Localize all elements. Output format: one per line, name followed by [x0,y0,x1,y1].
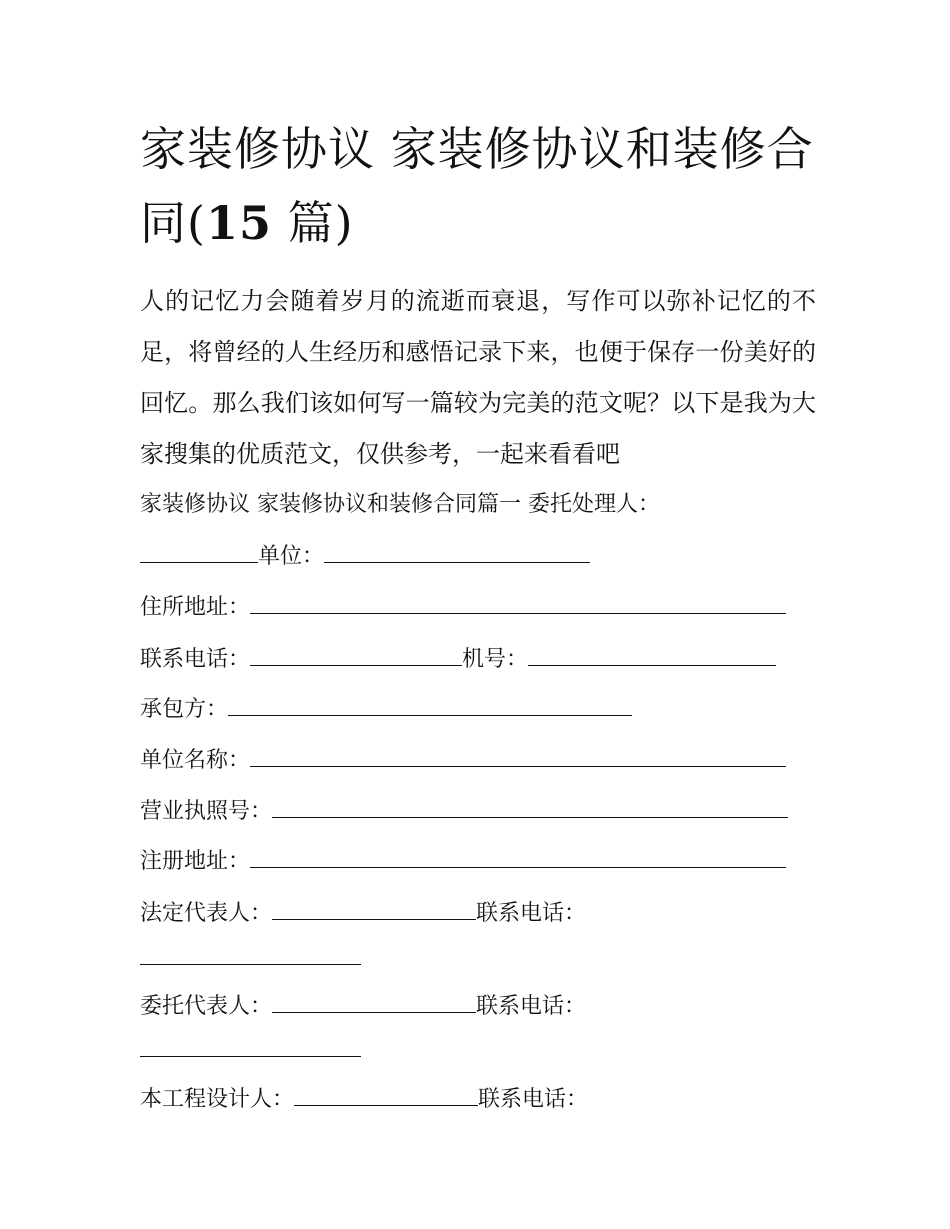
agent-rep-label: 委托代表人： [140,994,273,1019]
legal-rep-blank[interactable] [272,897,476,920]
designer-phone-label: 联系电话： [478,1087,589,1112]
agent-name-blank[interactable] [140,540,258,563]
agent-phone-blank-line [140,1034,361,1066]
phone-blank[interactable] [250,643,462,666]
designer-blank[interactable] [294,1083,478,1106]
legal-rep-line [140,897,586,929]
section-heading: 家装修协议 家装修协议和装修合同篇一 委托处理人： [140,492,660,517]
phone-label: 联系电话： [140,647,251,672]
reg-address-line [140,845,786,877]
designer-label: 本工程设计人： [140,1087,295,1112]
intro-paragraph: 人的记忆力会随着岁月的流逝而衰退，写作可以弥补记忆的不足，将曾经的人生经历和感悟记录下来，也便于保存一份美好的回忆。那么我们该如何写一篇较为完美的范文呢？以下是我为大家搜集的优质范文，仅供参考，一起来看看吧 [140,287,816,468]
legal-phone-blank[interactable] [140,942,361,965]
unit-name-label: 单位名称： [140,748,251,773]
agent-phone-label: 联系电话： [476,994,587,1019]
reg-address-blank[interactable] [250,845,786,868]
reg-address-label: 注册地址： [140,849,251,874]
designer-line [140,1083,588,1115]
legal-phone-label: 联系电话： [476,901,587,926]
address-line [140,591,786,623]
title-main-text: 家装修协议 家装修协议和装修合同( [140,122,814,250]
license-label: 营业执照号： [140,799,273,824]
address-label: 住所地址： [140,595,251,620]
title-tail-text: 篇) [271,196,354,250]
agent-rep-line [140,990,586,1022]
unit-line [140,540,590,572]
agent-rep-blank[interactable] [272,990,476,1013]
unit-name-blank[interactable] [250,744,786,767]
legal-phone-blank-line [140,942,361,974]
contractor-line [140,693,632,725]
address-blank[interactable] [250,591,786,614]
unit-blank[interactable] [324,540,590,563]
mobile-blank[interactable] [528,643,776,666]
contractor-blank[interactable] [228,693,632,716]
phone-line [140,643,776,675]
title-number: 15 [205,196,272,250]
license-line [140,795,788,827]
unit-label: 单位： [258,544,325,569]
legal-rep-label: 法定代表人： [140,901,273,926]
document-title [140,112,820,260]
contractor-label: 承包方： [140,697,229,722]
license-blank[interactable] [272,795,788,818]
agent-phone-blank[interactable] [140,1034,361,1057]
unit-name-line [140,744,786,776]
mobile-label: 机号： [462,647,529,672]
